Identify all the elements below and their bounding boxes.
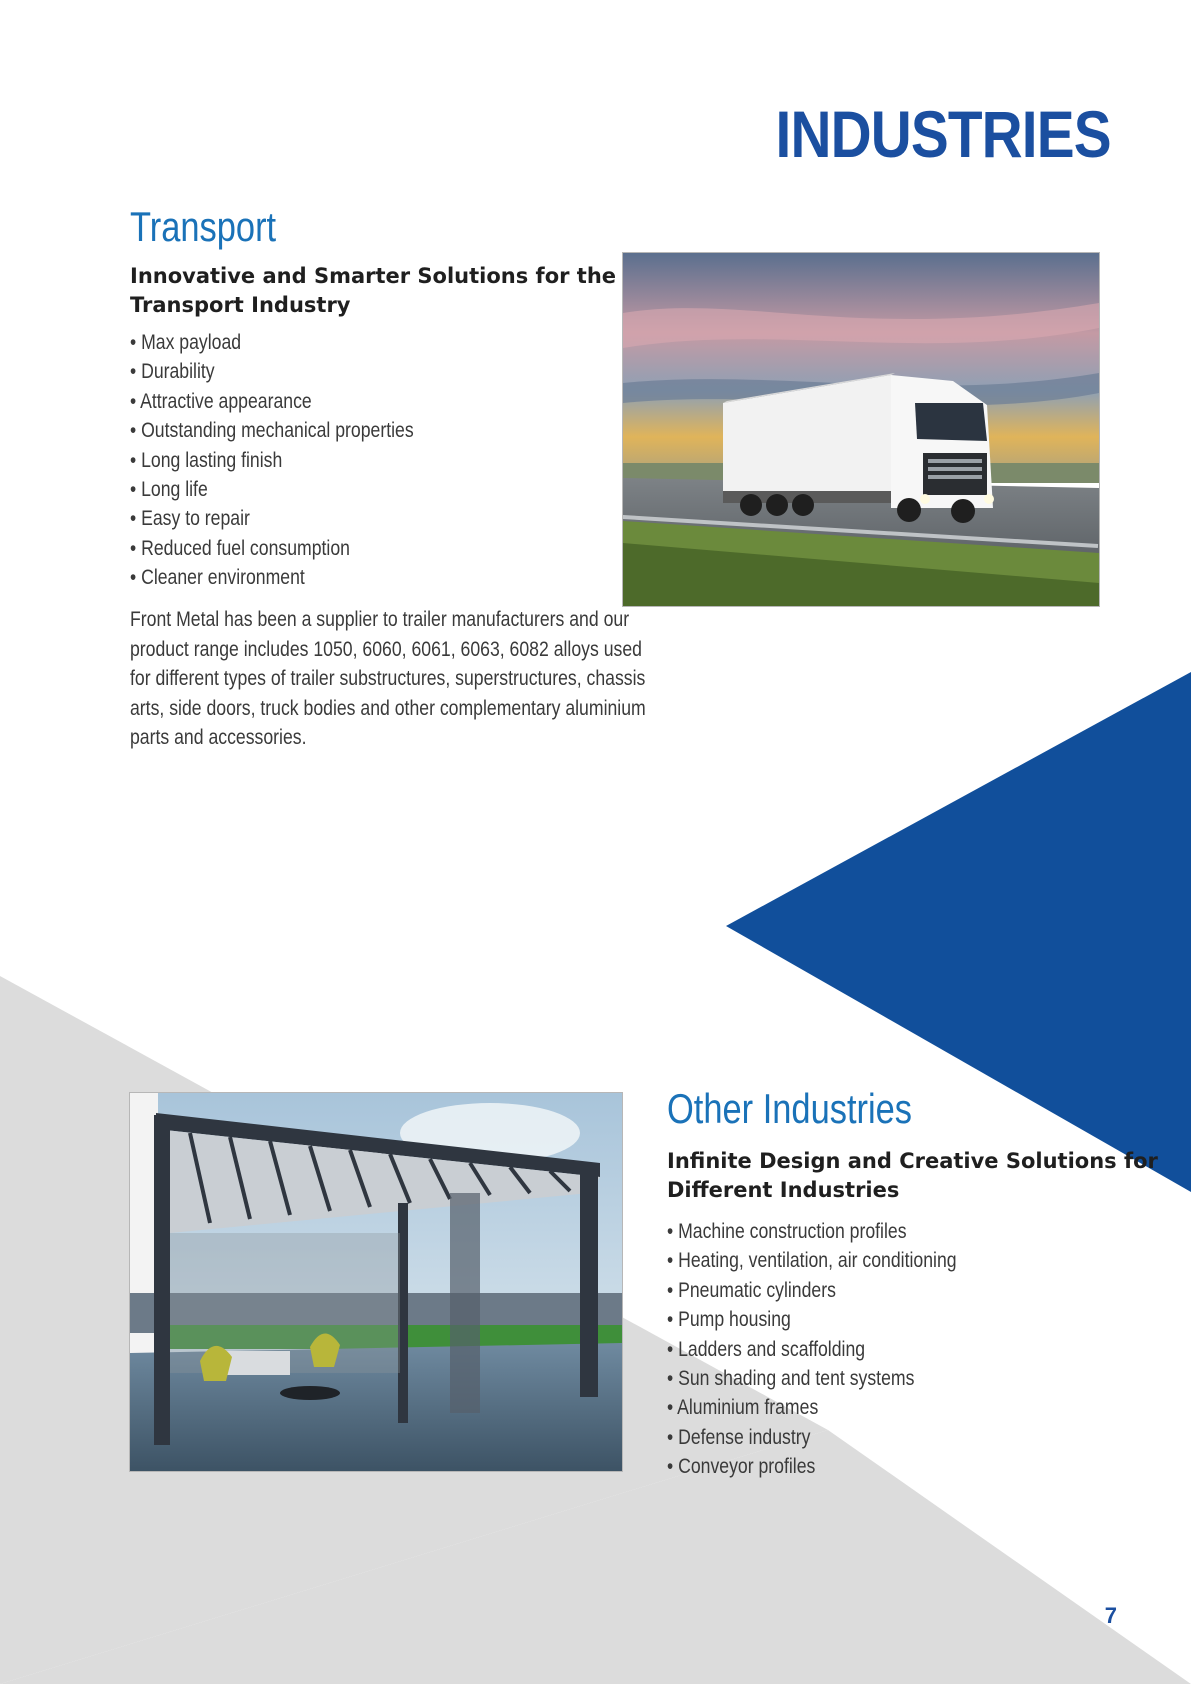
pergola-photo [129,1092,623,1472]
list-item: • Machine construction profiles [667,1217,957,1246]
page-title: INDUSTRIES [775,97,1111,171]
other-industries-subheading [667,1147,1158,1205]
list-item: • Attractive appearance [130,387,414,416]
list-item: • Ladders and scaffolding [667,1335,957,1364]
list-item: • Easy to repair [130,504,414,533]
other-subheading-line: Infinite Design and Creative Solutions for [667,1149,1158,1173]
other-industries-bullet-list [667,1217,957,1482]
transport-heading: Transport [130,203,277,250]
transport-bullet-list [130,328,414,593]
transport-subheading-line: Transport Industry [130,293,351,317]
truck-image [623,253,1099,606]
list-item: • Heating, ventilation, air conditioning [667,1246,957,1275]
list-item: • Durability [130,357,414,386]
pergola-image [130,1093,622,1471]
other-industries-heading: Other Industries [667,1085,913,1132]
list-item: • Reduced fuel consumption [130,534,414,563]
list-item: • Sun shading and tent systems [667,1364,957,1393]
paragraph-line: Front Metal has been a supplier to trailer manufacturers and our [130,608,630,631]
paragraph-line: product range includes 1050, 6060, 6061, 6063, 6082 alloys used [130,637,642,661]
paragraph-line: parts and accessories. [130,726,307,749]
page-number: 7 [1104,1603,1117,1628]
list-item: • Max payload [130,328,414,357]
list-item: • Aluminium frames [667,1393,957,1422]
list-item: • Long life [130,475,414,504]
transport-paragraph [130,605,646,753]
paragraph-line: arts, side doors, truck bodies and other complementary aluminium [130,696,646,720]
list-item: • Conveyor profiles [667,1452,957,1481]
transport-subheading [130,262,616,320]
truck-photo [622,252,1100,607]
transport-subheading-line: Innovative and Smarter Solutions for the [130,264,617,288]
list-item: • Cleaner environment [130,563,414,592]
list-item: • Long lasting finish [130,446,414,475]
list-item: • Outstanding mechanical properties [130,416,414,445]
list-item: • Defense industry [667,1423,957,1452]
list-item: • Pump housing [667,1305,957,1334]
paragraph-line: for different types of trailer substructures, superstructures, chassis [130,667,646,690]
list-item: • Pneumatic cylinders [667,1276,957,1305]
other-subheading-line: Different Industries [667,1178,900,1202]
